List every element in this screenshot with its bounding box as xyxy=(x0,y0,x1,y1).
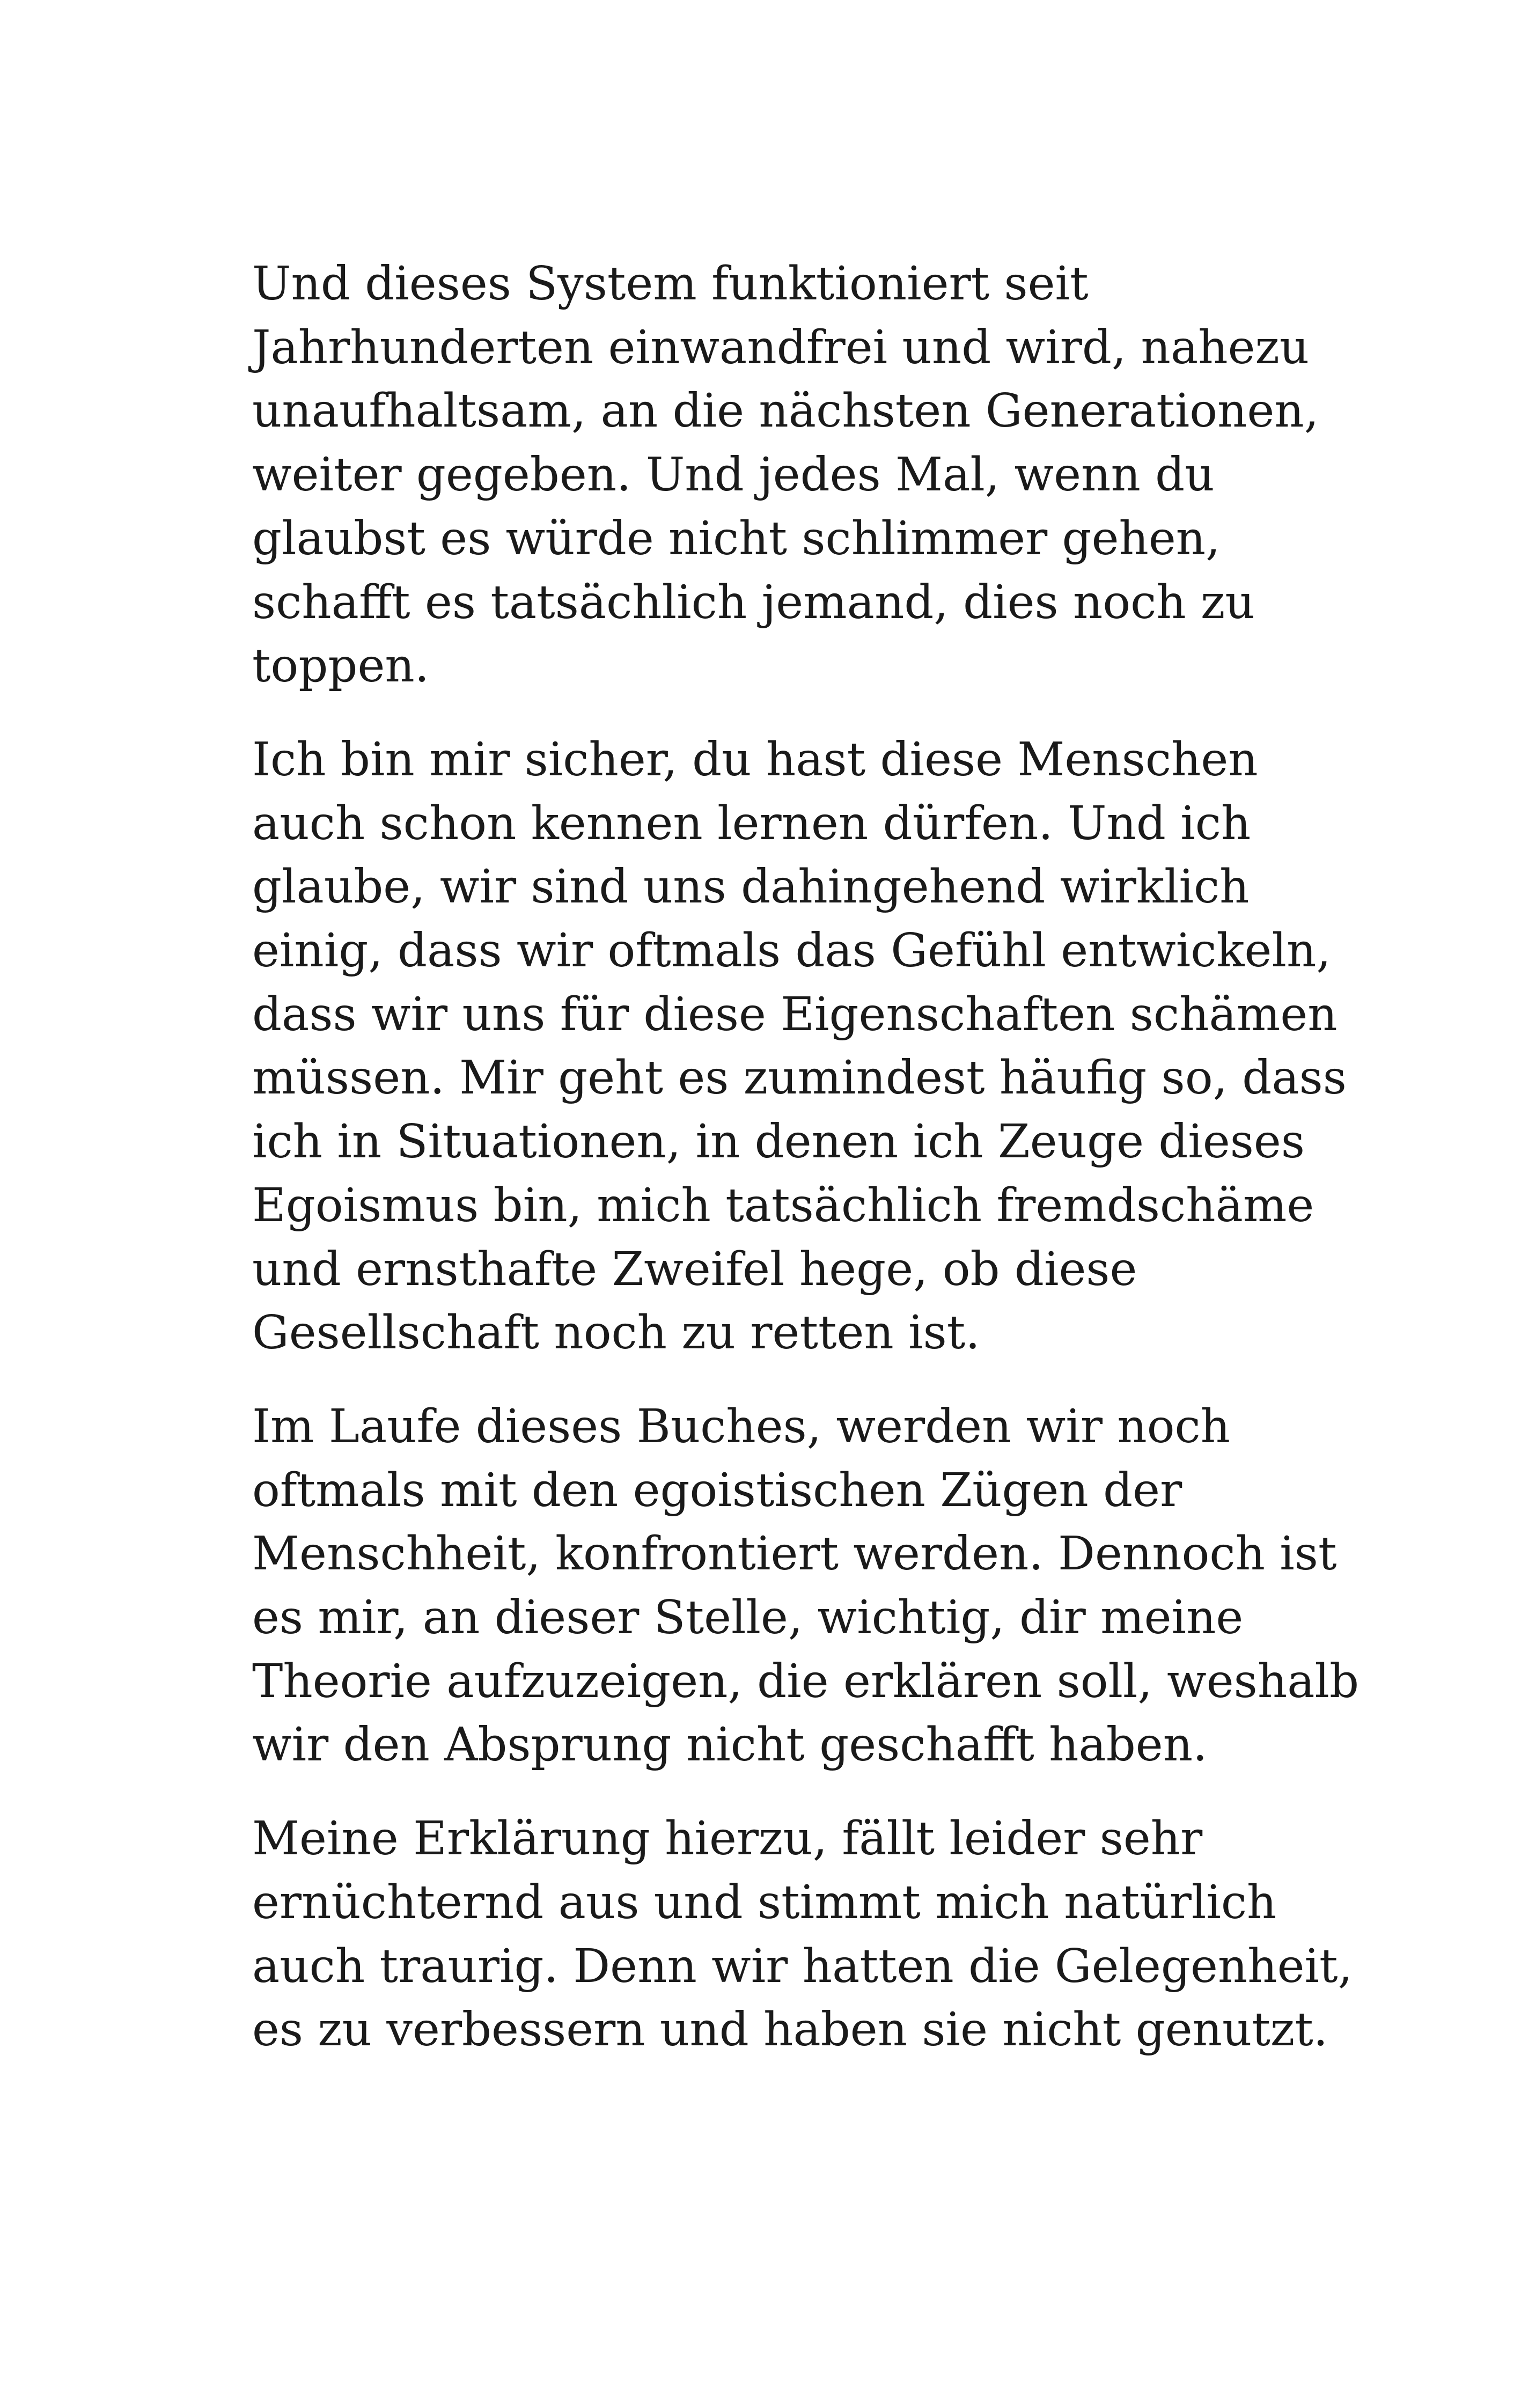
text-line: einig, dass wir oftmals das Gefühl entwickeln, xyxy=(252,924,1331,978)
paragraph-4 xyxy=(252,1807,1353,2062)
text-line: Egoismus bin, mich tatsächlich fremdschäme xyxy=(252,1178,1314,1232)
text-line: Theorie aufzuzeigen, die erklären soll, weshalb xyxy=(252,1654,1360,1708)
text-line: ich in Situationen, in denen ich Zeuge dieses xyxy=(252,1115,1305,1169)
text-line: auch traurig. Denn wir hatten die Gelegenheit, xyxy=(252,1939,1353,1993)
text-line: Gesellschaft noch zu retten ist. xyxy=(252,1306,980,1360)
text-line: Menschheit, konfrontiert werden. Dennoch ist xyxy=(252,1527,1337,1581)
text-line: wir den Absprung nicht geschafft haben. xyxy=(252,1718,1208,1772)
text-line: ernüchternd aus und stimmt mich natürlich xyxy=(252,1875,1277,1929)
text-line: dass wir uns für diese Eigenschaften schämen xyxy=(252,987,1338,1041)
text-line: Ich bin mir sicher, du hast diese Menschen xyxy=(252,732,1258,787)
text-line: Meine Erklärung hierzu, fällt leider sehr xyxy=(252,1812,1203,1866)
text-line: müssen. Mir geht es zumindest häufig so, dass xyxy=(252,1051,1347,1105)
text-line: glaubst es würde nicht schlimmer gehen, xyxy=(252,511,1221,566)
paragraph-1 xyxy=(252,252,1319,698)
text-line: Und dieses System funktioniert seit xyxy=(252,257,1089,311)
paragraph-2 xyxy=(252,728,1347,1365)
body-text xyxy=(252,252,1360,2092)
text-line: auch schon kennen lernen dürfen. Und ich xyxy=(252,796,1251,850)
paragraph-3 xyxy=(252,1395,1360,1777)
text-line: weiter gegeben. Und jedes Mal, wenn du xyxy=(252,448,1215,502)
text-line: Im Laufe dieses Buches, werden wir noch xyxy=(252,1399,1231,1453)
text-line: toppen. xyxy=(252,639,430,693)
text-line: oftmals mit den egoistischen Zügen der xyxy=(252,1463,1182,1517)
text-line: es zu verbessern und haben sie nicht genutzt. xyxy=(252,2003,1328,2057)
text-line: es mir, an dieser Stelle, wichtig, dir meine xyxy=(252,1591,1244,1645)
text-line: und ernsthafte Zweifel hege, ob diese xyxy=(252,1242,1137,1296)
text-line: unaufhaltsam, an die nächsten Generationen, xyxy=(252,384,1319,438)
text-line: Jahrhunderten einwandfrei und wird, nahezu xyxy=(252,320,1310,375)
text-line: schafft es tatsächlich jemand, dies noch zu xyxy=(252,575,1255,629)
text-line: glaube, wir sind uns dahingehend wirklich xyxy=(252,860,1250,914)
